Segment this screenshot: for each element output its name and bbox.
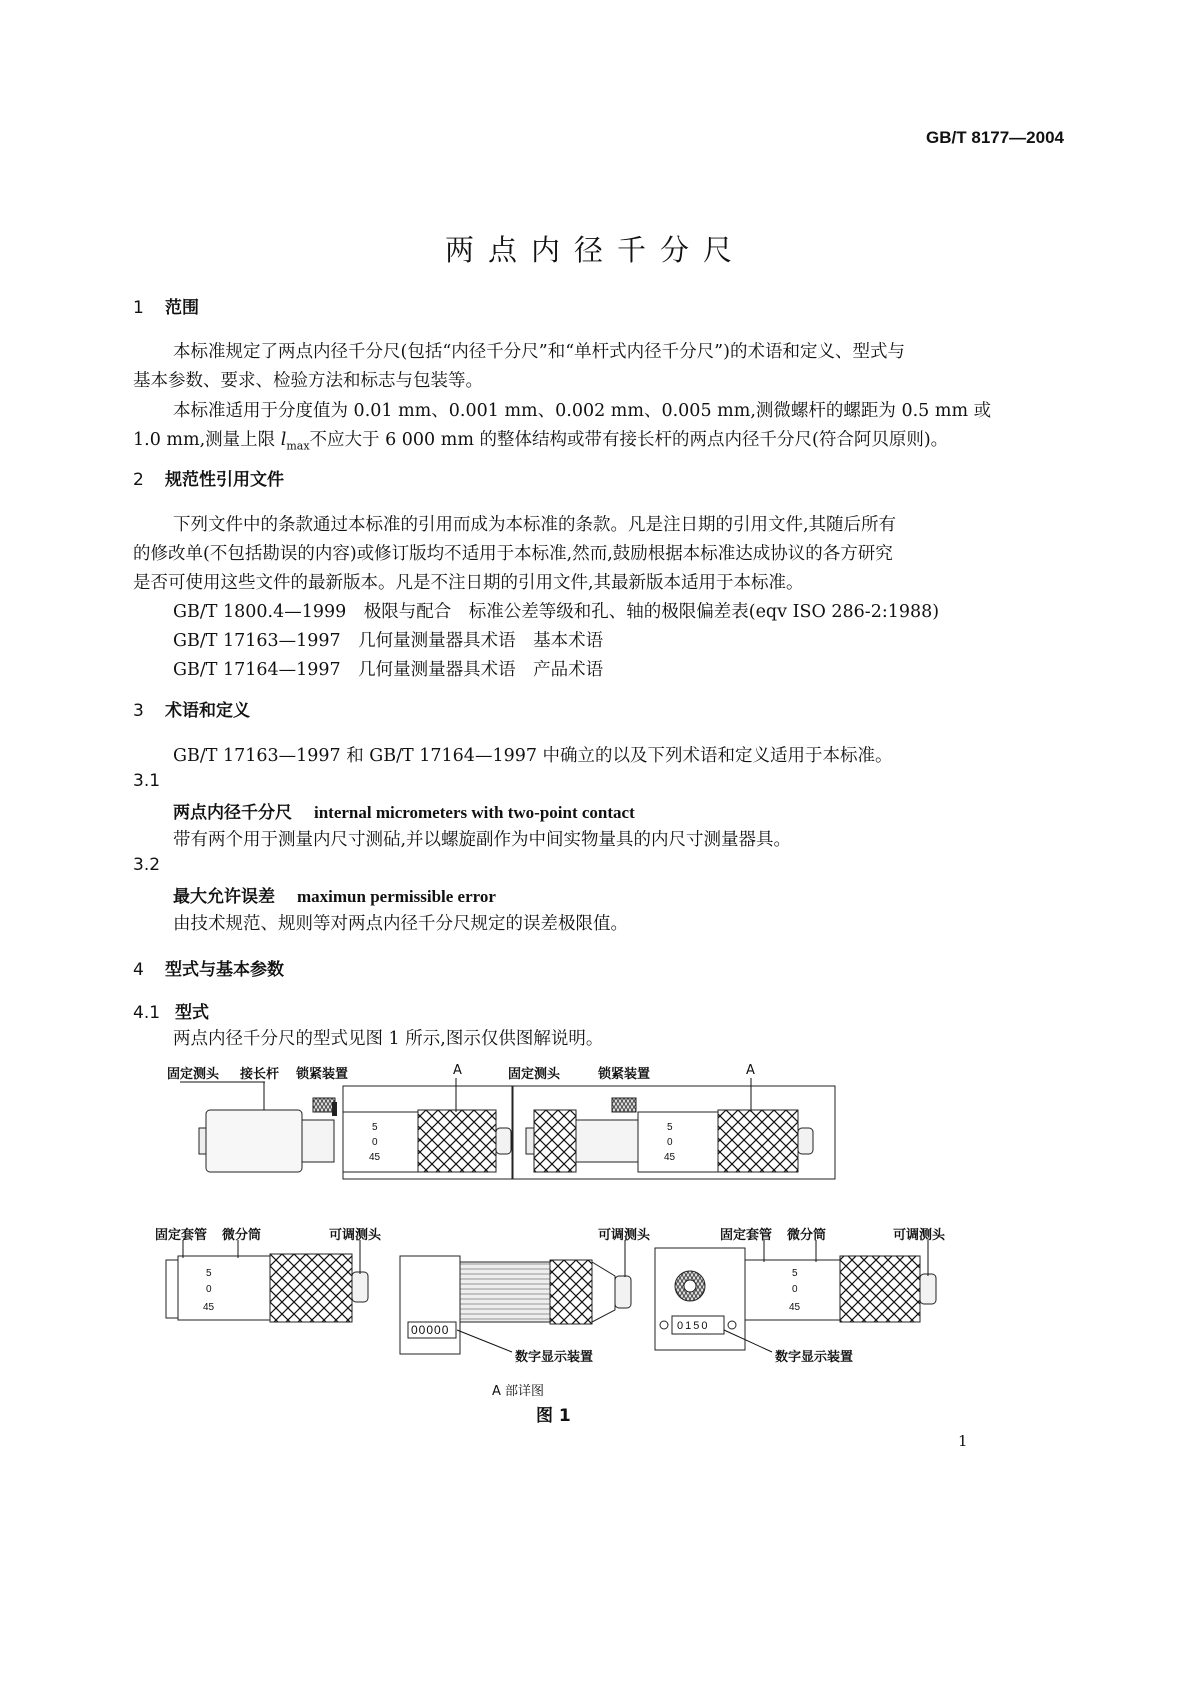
label-sleeve: 固定套管 bbox=[155, 1228, 208, 1243]
page-number: 1 bbox=[958, 1432, 968, 1450]
label-digital-display-2: 数字显示装置 bbox=[775, 1350, 854, 1365]
scale-mark: 45 bbox=[369, 1152, 381, 1163]
s3-p1: GB/T 17163—1997 和 GB/T 17164—1997 中确立的以及下列术语和定义适用于本标准。 bbox=[173, 746, 893, 766]
term-3-1-number: 3.1 bbox=[133, 771, 161, 791]
term-en: internal micrometers with two-point contact bbox=[314, 803, 635, 822]
scale-mark: 45 bbox=[789, 1302, 801, 1313]
label-a: A bbox=[453, 1063, 462, 1078]
scale-mark: 5 bbox=[792, 1268, 798, 1279]
scale-mark: 0 bbox=[206, 1284, 212, 1295]
section-title: 范围 bbox=[165, 298, 199, 318]
page-title: 两点内径千分尺 bbox=[444, 233, 746, 267]
section-title: 型式与基本参数 bbox=[165, 960, 284, 980]
s2-p1-line3: 是否可使用这些文件的最新版本。凡是不注日期的引用文件,其最新版本适用于本标准。 bbox=[133, 573, 804, 593]
s1-p2-part-b: 不应大于 6 000 mm 的整体结构或带有接长杆的两点内径千分尺(符合阿贝原则)。 bbox=[309, 430, 949, 450]
term-cn: 最大允许误差 bbox=[173, 887, 275, 907]
s1-p1-line1: 本标准规定了两点内径千分尺(包括“内径千分尺”和“单杆式内径千分尺”)的术语和定义、型式与 bbox=[173, 342, 905, 362]
label-fixed-anvil: 固定测头 bbox=[167, 1067, 220, 1082]
scale-mark: 5 bbox=[667, 1122, 673, 1133]
scale-mark: 5 bbox=[372, 1122, 378, 1133]
reference-1: GB/T 1800.4—1999 极限与配合 标准公差等级和孔、轴的极限偏差表(eqv ISO 286-2:1988) bbox=[173, 602, 940, 622]
label-thimble: 微分筒 bbox=[222, 1228, 262, 1243]
counter-readout-2: 0150 bbox=[677, 1320, 710, 1332]
s1-p2-part-a: 1.0 mm,测量上限 bbox=[133, 430, 281, 450]
lmax-subscript: max bbox=[286, 439, 310, 453]
scale-mark: 45 bbox=[203, 1302, 215, 1313]
section-number: 4 bbox=[133, 960, 144, 980]
s1-p1-line2: 基本参数、要求、检验方法和标志与包装等。 bbox=[133, 371, 483, 391]
label-sleeve-2: 固定套管 bbox=[720, 1228, 773, 1243]
section-title: 规范性引用文件 bbox=[165, 470, 284, 490]
section-number: 2 bbox=[133, 470, 144, 490]
scale-mark: 45 bbox=[664, 1152, 676, 1163]
s1-p2-line1: 本标准适用于分度值为 0.01 mm、0.001 mm、0.002 mm、0.005 mm,测微螺杆的螺距为 0.5 mm 或 bbox=[173, 401, 992, 421]
micrometer-with-extension-rod bbox=[180, 1078, 513, 1179]
label-detail: A 部详图 bbox=[492, 1384, 545, 1399]
label-lock-device: 锁紧装置 bbox=[296, 1067, 349, 1082]
scale-mark: 5 bbox=[206, 1268, 212, 1279]
detail-analog bbox=[166, 1240, 368, 1322]
s2-p1-line2: 的修改单(不包括勘误的内容)或修订版均不适用于本标准,然而,鼓励根据本标准达成协议的各方研究 bbox=[133, 544, 893, 564]
label-adjustable-anvil: 可调测头 bbox=[329, 1228, 382, 1243]
detail-digital-display bbox=[655, 1240, 936, 1352]
label-adjustable-anvil-2: 可调测头 bbox=[598, 1228, 651, 1243]
reference-2: GB/T 17163—1997 几何量测量器具术语 基本术语 bbox=[173, 631, 604, 651]
section-title: 型式 bbox=[175, 1003, 209, 1023]
standard-number: GB/T 8177—2004 bbox=[926, 128, 1064, 147]
scale-mark: 0 bbox=[372, 1137, 378, 1148]
term-en: maximun permissible error bbox=[297, 887, 496, 906]
scale-mark: 0 bbox=[667, 1137, 673, 1148]
label-lock-device-2: 锁紧装置 bbox=[598, 1067, 651, 1082]
lmax-symbol: l bbox=[280, 430, 287, 450]
single-rod-micrometer bbox=[512, 1078, 835, 1179]
label-digital-display: 数字显示装置 bbox=[515, 1350, 594, 1365]
term-3-2-definition: 由技术规范、规则等对两点内径千分尺规定的误差极限值。 bbox=[173, 914, 628, 934]
counter-readout-1: 00000 bbox=[411, 1323, 450, 1337]
lock-knob bbox=[313, 1098, 335, 1112]
term-cn: 两点内径千分尺 bbox=[173, 803, 292, 823]
scale-mark: 0 bbox=[792, 1284, 798, 1295]
label-adjustable-anvil-3: 可调测头 bbox=[893, 1228, 946, 1243]
section-number: 1 bbox=[133, 298, 144, 318]
s4-1-p1: 两点内径千分尺的型式见图 1 所示,图示仅供图解说明。 bbox=[173, 1029, 604, 1049]
reference-3: GB/T 17164—1997 几何量测量器具术语 产品术语 bbox=[173, 660, 604, 680]
s2-p1-line1: 下列文件中的条款通过本标准的引用而成为本标准的条款。凡是注日期的引用文件,其随后所有 bbox=[173, 515, 897, 535]
label-extension-rod: 接长杆 bbox=[240, 1067, 280, 1082]
section-number: 3 bbox=[133, 701, 144, 721]
label-fixed-anvil-2: 固定测头 bbox=[508, 1067, 561, 1082]
section-title: 术语和定义 bbox=[165, 701, 250, 721]
label-a-2: A bbox=[746, 1063, 755, 1078]
label-thimble-2: 微分筒 bbox=[787, 1228, 827, 1243]
figure-caption: 图 1 bbox=[536, 1406, 571, 1426]
section-number: 4.1 bbox=[133, 1003, 161, 1023]
term-3-2-number: 3.2 bbox=[133, 855, 161, 875]
term-3-1-definition: 带有两个用于测量内尺寸测砧,并以螺旋副作为中间实物量具的内尺寸测量器具。 bbox=[173, 830, 792, 850]
